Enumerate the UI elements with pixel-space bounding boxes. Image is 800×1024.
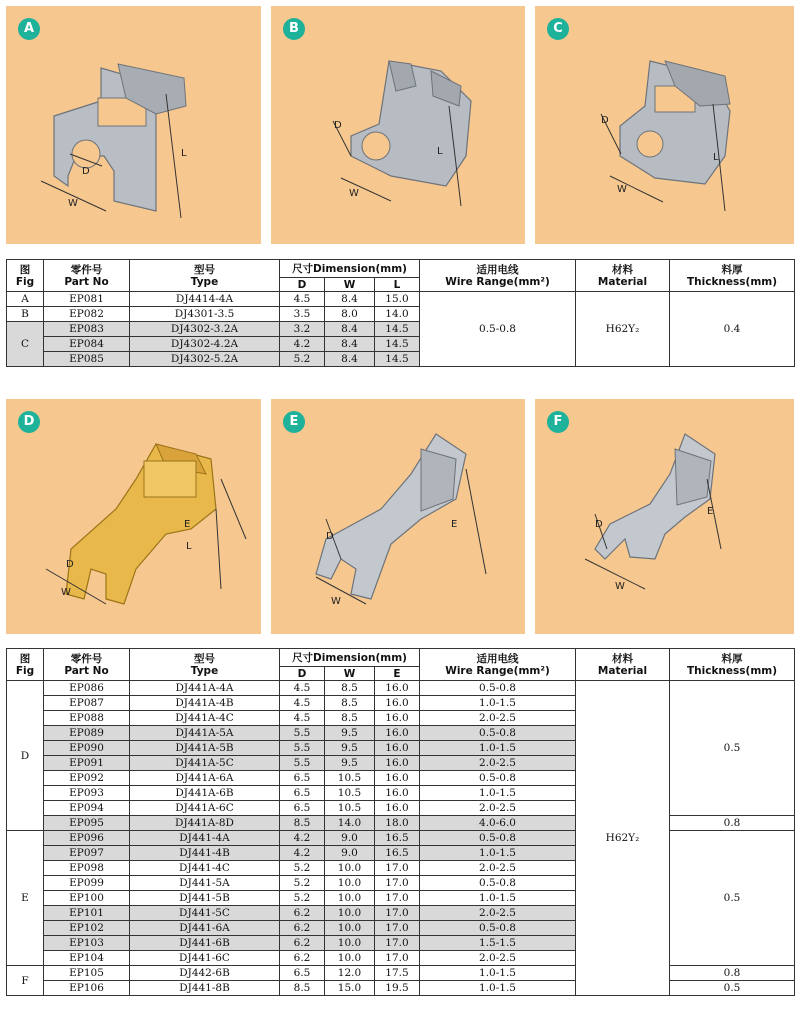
thickness-cell: 0.5	[670, 831, 795, 966]
table-row	[7, 816, 795, 831]
thickness-cell: 0.5	[670, 981, 795, 996]
part-no-cell: EP083	[44, 322, 130, 337]
dim-d-cell: 6.2	[280, 921, 325, 936]
header-part-no: 零件号 Part No	[44, 260, 130, 292]
dim-d-cell: 5.5	[280, 756, 325, 771]
type-cell: DJ441A-5A	[130, 726, 280, 741]
spec-table-1	[6, 259, 795, 367]
figure-badge-c: C	[547, 18, 569, 40]
dim-w-cell: 8.5	[325, 711, 375, 726]
fig-cell-c: C	[7, 322, 44, 367]
dim-d-cell: 5.2	[280, 876, 325, 891]
part-no-cell: EP101	[44, 906, 130, 921]
header-wire-range: 适用电线 Wire Range(mm²)	[420, 260, 576, 292]
part-no-cell: EP105	[44, 966, 130, 981]
dim-e-cell: 17.0	[375, 951, 420, 966]
header-thickness: 料厚 Thickness(mm)	[670, 649, 795, 681]
dim-d-cell: 6.5	[280, 966, 325, 981]
terminal-b-drawing	[271, 6, 525, 244]
dim-w-cell: 8.4	[325, 352, 375, 367]
dim-e-cell: 17.0	[375, 876, 420, 891]
dim-w-cell: 9.5	[325, 741, 375, 756]
type-cell: DJ4414-4A	[130, 292, 280, 307]
wire-range-cell: 1.0-1.5	[420, 786, 576, 801]
wire-range-cell: 1.0-1.5	[420, 891, 576, 906]
header-part-no: 零件号 Part No	[44, 649, 130, 681]
header-type: 型号 Type	[130, 260, 280, 292]
type-cell: DJ441-4B	[130, 846, 280, 861]
dim-w-cell: 10.0	[325, 891, 375, 906]
part-no-cell: EP086	[44, 681, 130, 696]
type-cell: DJ441-4A	[130, 831, 280, 846]
dim-d-cell: 4.5	[280, 681, 325, 696]
figure-badge-d: D	[18, 411, 40, 433]
wire-range-cell: 1.0-1.5	[420, 741, 576, 756]
dim-e-cell: 16.5	[375, 846, 420, 861]
dim-e-cell: 17.0	[375, 936, 420, 951]
dim-d-cell: 6.5	[280, 801, 325, 816]
header-fig: 图 Fig	[7, 649, 44, 681]
wire-range-cell: 1.0-1.5	[420, 966, 576, 981]
thickness-cell: 0.5	[670, 681, 795, 816]
part-no-cell: EP106	[44, 981, 130, 996]
dim-label-w: W	[349, 188, 359, 199]
dim-label-w: W	[331, 596, 341, 607]
wire-range-cell: 0.5-0.8	[420, 876, 576, 891]
part-no-cell: EP091	[44, 756, 130, 771]
wire-range-cell: 1.0-1.5	[420, 846, 576, 861]
dim-e-cell: 16.5	[375, 831, 420, 846]
figure-panel-a	[6, 6, 261, 244]
dim-d-cell: 5.5	[280, 726, 325, 741]
wire-range-cell: 2.0-2.5	[420, 756, 576, 771]
wire-range-cell: 4.0-6.0	[420, 816, 576, 831]
table-row	[7, 966, 795, 981]
part-no-cell: EP103	[44, 936, 130, 951]
dim-e-cell: 17.0	[375, 891, 420, 906]
dim-w-cell: 8.4	[325, 322, 375, 337]
dim-e-cell: 16.0	[375, 681, 420, 696]
header-wire-range: 适用电线 Wire Range(mm²)	[420, 649, 576, 681]
dim-label-d: D	[326, 531, 334, 542]
part-no-cell: EP093	[44, 786, 130, 801]
type-cell: DJ4302-5.2A	[130, 352, 280, 367]
type-cell: DJ441-5C	[130, 906, 280, 921]
dim-d-cell: 5.5	[280, 741, 325, 756]
thickness-cell: 0.8	[670, 966, 795, 981]
dim-label-d: D	[601, 115, 609, 126]
dim-w-cell: 8.4	[325, 337, 375, 352]
type-cell: DJ441A-5C	[130, 756, 280, 771]
dim-w-cell: 10.0	[325, 861, 375, 876]
table-row	[7, 681, 795, 696]
thickness-cell: 0.8	[670, 816, 795, 831]
dim-d-cell: 4.2	[280, 831, 325, 846]
wire-range-cell: 0.5-0.8	[420, 771, 576, 786]
dim-e-cell: 19.5	[375, 981, 420, 996]
dim-e-cell: 16.0	[375, 696, 420, 711]
header-thickness: 料厚 Thickness(mm)	[670, 260, 795, 292]
part-no-cell: EP104	[44, 951, 130, 966]
wire-range-cell: 2.0-2.5	[420, 801, 576, 816]
figure-badge-e: E	[283, 411, 305, 433]
dim-label-d: D	[66, 559, 74, 570]
dim-label-l: L	[713, 152, 719, 163]
dim-d-cell: 4.2	[280, 337, 325, 352]
dim-e-cell: 16.0	[375, 786, 420, 801]
wire-range-cell: 0.5-0.8	[420, 831, 576, 846]
dim-d-cell: 6.5	[280, 771, 325, 786]
dim-label-w: W	[68, 198, 78, 209]
part-no-cell: EP094	[44, 801, 130, 816]
terminal-c-drawing	[535, 6, 794, 244]
figure-panel-c	[535, 6, 794, 244]
part-no-cell: EP099	[44, 876, 130, 891]
type-cell: DJ4301-3.5	[130, 307, 280, 322]
dim-w-cell: 10.0	[325, 951, 375, 966]
dim-d-cell: 8.5	[280, 816, 325, 831]
fig-cell-d: D	[7, 681, 44, 831]
type-cell: DJ4302-3.2A	[130, 322, 280, 337]
dim-e-cell: 17.5	[375, 966, 420, 981]
table-row	[7, 981, 795, 996]
type-cell: DJ441A-4C	[130, 711, 280, 726]
figure-badge-a: A	[18, 18, 40, 40]
thickness-cell: 0.4	[670, 292, 795, 367]
material-cell: H62Y₂	[576, 681, 670, 996]
figure-badge-f: F	[547, 411, 569, 433]
dim-d-cell: 5.2	[280, 861, 325, 876]
wire-range-cell: 2.0-2.5	[420, 861, 576, 876]
header-dimension: 尺寸Dimension(mm)	[280, 649, 420, 667]
part-no-cell: EP098	[44, 861, 130, 876]
dim-w-cell: 9.5	[325, 756, 375, 771]
wire-range-cell: 2.0-2.5	[420, 951, 576, 966]
dim-d-cell: 5.2	[280, 891, 325, 906]
part-no-cell: EP087	[44, 696, 130, 711]
dim-e-cell: 17.0	[375, 921, 420, 936]
type-cell: DJ441A-4A	[130, 681, 280, 696]
spec-table-2	[6, 648, 795, 996]
figure-panel-e	[271, 399, 525, 634]
dim-d-cell: 6.5	[280, 786, 325, 801]
dim-d-cell: 5.2	[280, 352, 325, 367]
dim-e-cell: 16.0	[375, 711, 420, 726]
dim-label-d: D	[595, 519, 603, 530]
type-cell: DJ441A-6B	[130, 786, 280, 801]
type-cell: DJ441A-4B	[130, 696, 280, 711]
dim-e-cell: 16.0	[375, 741, 420, 756]
part-no-cell: EP084	[44, 337, 130, 352]
fig-cell-b: B	[7, 307, 44, 322]
header-dim-w: W	[325, 667, 375, 681]
table-row	[7, 831, 795, 846]
dim-e-cell: 16.0	[375, 726, 420, 741]
dim-w-cell: 10.0	[325, 936, 375, 951]
dim-d-cell: 4.2	[280, 846, 325, 861]
wire-range-cell: 0.5-0.8	[420, 681, 576, 696]
dim-d-cell: 6.2	[280, 951, 325, 966]
dim-e-cell: 18.0	[375, 816, 420, 831]
wire-range-cell: 2.0-2.5	[420, 711, 576, 726]
dim-d-cell: 8.5	[280, 981, 325, 996]
header-type: 型号 Type	[130, 649, 280, 681]
type-cell: DJ441A-8D	[130, 816, 280, 831]
terminal-d-drawing	[6, 399, 261, 634]
type-cell: DJ441-6A	[130, 921, 280, 936]
fig-cell-f: F	[7, 966, 44, 996]
type-cell: DJ442-6B	[130, 966, 280, 981]
dim-w-cell: 10.5	[325, 786, 375, 801]
dim-w-cell: 10.5	[325, 771, 375, 786]
terminal-e-drawing	[271, 399, 525, 634]
dim-label-w: W	[61, 587, 71, 598]
type-cell: DJ441-5A	[130, 876, 280, 891]
dim-e-cell: 16.0	[375, 771, 420, 786]
dim-l-cell: 14.5	[375, 337, 420, 352]
dim-label-l: L	[181, 148, 187, 159]
wire-range-cell: 2.0-2.5	[420, 906, 576, 921]
dim-w-cell: 14.0	[325, 816, 375, 831]
part-no-cell: EP102	[44, 921, 130, 936]
dim-d-cell: 4.5	[280, 696, 325, 711]
dim-l-cell: 14.5	[375, 352, 420, 367]
header-dim-d: D	[280, 278, 325, 292]
dim-l-cell: 14.0	[375, 307, 420, 322]
part-no-cell: EP096	[44, 831, 130, 846]
fig-cell-a: A	[7, 292, 44, 307]
part-no-cell: EP100	[44, 891, 130, 906]
dim-e-cell: 17.0	[375, 861, 420, 876]
dim-e-cell: 16.0	[375, 756, 420, 771]
type-cell: DJ441-8B	[130, 981, 280, 996]
dim-e-cell: 17.0	[375, 906, 420, 921]
dim-w-cell: 9.0	[325, 846, 375, 861]
terminal-a-drawing	[6, 6, 261, 244]
type-cell: DJ441-6B	[130, 936, 280, 951]
part-no-cell: EP097	[44, 846, 130, 861]
dim-w-cell: 9.5	[325, 726, 375, 741]
part-no-cell: EP082	[44, 307, 130, 322]
figure-badge-b: B	[283, 18, 305, 40]
part-no-cell: EP089	[44, 726, 130, 741]
type-cell: DJ441-4C	[130, 861, 280, 876]
header-dimension: 尺寸Dimension(mm)	[280, 260, 420, 278]
part-no-cell: EP092	[44, 771, 130, 786]
type-cell: DJ441-6C	[130, 951, 280, 966]
type-cell: DJ441A-6A	[130, 771, 280, 786]
dim-w-cell: 8.5	[325, 696, 375, 711]
part-no-cell: EP081	[44, 292, 130, 307]
wire-range-cell: 1.0-1.5	[420, 981, 576, 996]
dim-d-cell: 6.2	[280, 906, 325, 921]
type-cell: DJ441A-6C	[130, 801, 280, 816]
dim-w-cell: 8.5	[325, 681, 375, 696]
dim-w-cell: 8.4	[325, 292, 375, 307]
dim-w-cell: 9.0	[325, 831, 375, 846]
part-no-cell: EP088	[44, 711, 130, 726]
wire-range-cell: 0.5-0.8	[420, 292, 576, 367]
dim-e-cell: 16.0	[375, 801, 420, 816]
header-dim-l: L	[375, 278, 420, 292]
dim-d-cell: 6.2	[280, 936, 325, 951]
header-material: 材料 Material	[576, 260, 670, 292]
terminal-f-drawing	[535, 399, 794, 634]
figure-panel-d	[6, 399, 261, 634]
wire-range-cell: 0.5-0.8	[420, 921, 576, 936]
dim-d-cell: 3.2	[280, 322, 325, 337]
dim-l-cell: 14.5	[375, 322, 420, 337]
material-cell: H62Y₂	[576, 292, 670, 367]
dim-label-w: W	[617, 184, 627, 195]
dim-w-cell: 12.0	[325, 966, 375, 981]
dim-d-cell: 4.5	[280, 292, 325, 307]
dim-label-d: D	[82, 166, 90, 177]
dim-d-cell: 4.5	[280, 711, 325, 726]
header-fig: 图 Fig	[7, 260, 44, 292]
header-material: 材料 Material	[576, 649, 670, 681]
dim-label-w: W	[615, 581, 625, 592]
wire-range-cell: 1.5-1.5	[420, 936, 576, 951]
header-dim-e: E	[375, 667, 420, 681]
header-dim-w: W	[325, 278, 375, 292]
dim-w-cell: 10.0	[325, 921, 375, 936]
dim-label-l: L	[186, 541, 192, 552]
figure-panel-f	[535, 399, 794, 634]
dim-label-e: E	[707, 506, 714, 517]
figure-panel-b	[271, 6, 525, 244]
part-no-cell: EP090	[44, 741, 130, 756]
dim-label-e: E	[184, 519, 191, 530]
part-no-cell: EP095	[44, 816, 130, 831]
dim-w-cell: 10.0	[325, 906, 375, 921]
type-cell: DJ4302-4.2A	[130, 337, 280, 352]
dim-w-cell: 8.0	[325, 307, 375, 322]
dim-label-e: E	[451, 519, 458, 530]
dim-w-cell: 10.0	[325, 876, 375, 891]
wire-range-cell: 0.5-0.8	[420, 726, 576, 741]
type-cell: DJ441-5B	[130, 891, 280, 906]
dim-label-l: L	[437, 146, 443, 157]
header-dim-d: D	[280, 667, 325, 681]
dim-d-cell: 3.5	[280, 307, 325, 322]
fig-cell-e: E	[7, 831, 44, 966]
dim-label-d: D	[334, 120, 342, 131]
dim-w-cell: 15.0	[325, 981, 375, 996]
type-cell: DJ441A-5B	[130, 741, 280, 756]
wire-range-cell: 1.0-1.5	[420, 696, 576, 711]
dim-w-cell: 10.5	[325, 801, 375, 816]
part-no-cell: EP085	[44, 352, 130, 367]
dim-l-cell: 15.0	[375, 292, 420, 307]
